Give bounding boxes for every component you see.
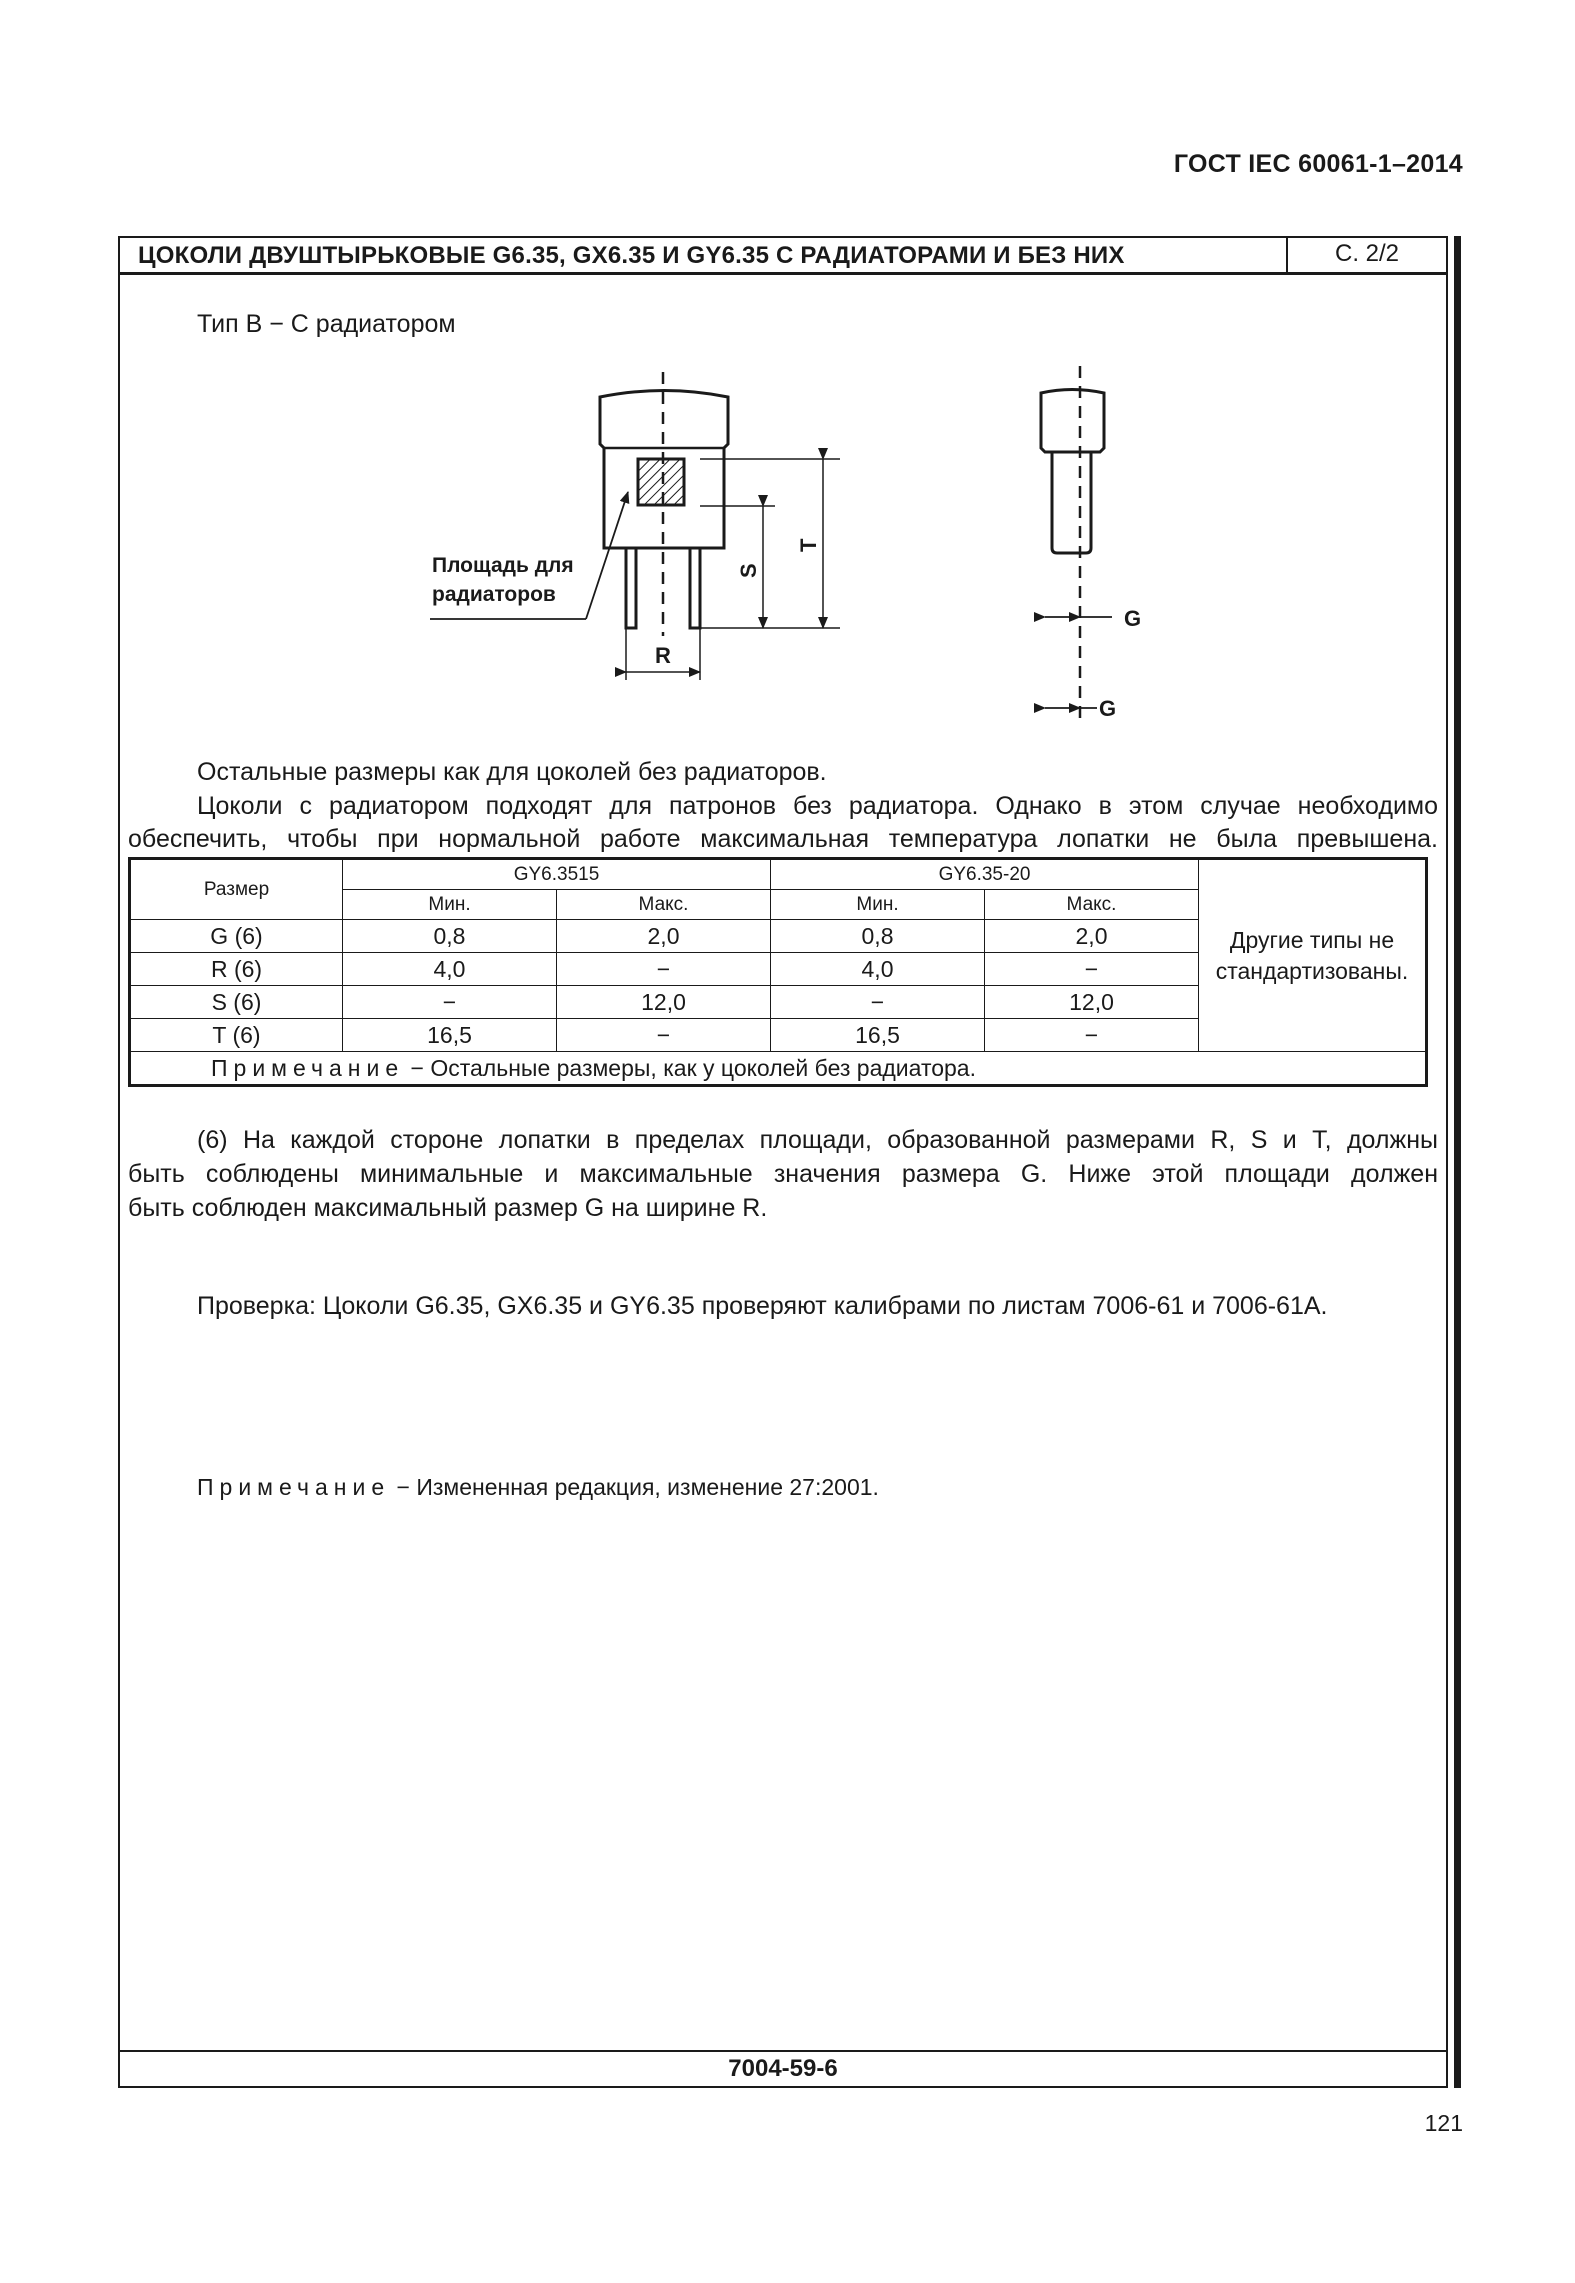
paragraph-compatibility-line1: Цоколи с радиатором подходят для патронов без радиатора. Однако в этом случае необходимо <box>197 792 1438 820</box>
page-number: 121 <box>1424 2110 1463 2136</box>
table-header-min: Мин. <box>343 890 557 920</box>
dim-T-label: T <box>796 538 821 552</box>
paragraph-other-dimensions: Остальные размеры как для цоколей без радиаторов. <box>197 758 827 786</box>
cell-value: 16,5 <box>343 1019 557 1052</box>
cell-value: − <box>985 953 1199 986</box>
standard-code: ГОСТ IEC 60061-1–2014 <box>1173 150 1463 178</box>
row-name: R (6) <box>130 953 343 986</box>
other-types-line2: стандартизованы. <box>1215 957 1409 984</box>
dim-G-label-1: G <box>1124 606 1142 631</box>
table-header-max: Макс. <box>985 890 1199 920</box>
dim-G-label-2: G <box>1099 696 1117 721</box>
table-other-types-cell <box>1199 859 1427 1052</box>
cell-value: − <box>557 1019 771 1052</box>
type-label: Тип В − С радиатором <box>197 310 456 338</box>
side-view <box>1041 366 1112 718</box>
cell-value: − <box>343 986 557 1019</box>
dim-R-label: R <box>655 643 671 668</box>
area-label-line2: радиаторов <box>432 583 556 606</box>
row-name: T (6) <box>130 1019 343 1052</box>
table-note-text: − Остальные размеры, как у цоколей без радиатора. <box>404 1055 976 1081</box>
cell-value: 16,5 <box>771 1019 985 1052</box>
sheet-title: ЦОКОЛИ ДВУШТЫРЬКОВЫЕ G6.35, GX6.35 И GY6.35 С РАДИАТОРАМИ И БЕЗ НИХ <box>138 242 1125 269</box>
amendment-note-text: − Измененная редакция, изменение 27:2001. <box>390 1474 879 1500</box>
cell-value: − <box>985 1019 1199 1052</box>
cap-drawing <box>0 0 1575 760</box>
table-header-min: Мин. <box>771 890 985 920</box>
sheet-page-indicator: С. 2/2 <box>1286 238 1446 272</box>
table-header-size: Размер <box>130 859 343 920</box>
table-header-group1: GY6.3515 <box>343 859 771 890</box>
amendment-note-word: Примечание <box>197 1474 391 1500</box>
area-label-line1: Площадь для <box>432 554 574 577</box>
paragraph-compatibility-line2: обеспечить, чтобы при нормальной работе максимальная температура лопатки не была превышена. <box>128 825 1438 853</box>
dim-S-label: S <box>736 563 761 578</box>
table-header-group2: GY6.35-20 <box>771 859 1199 890</box>
footnote-line3: быть соблюден максимальный размер G на ширине R. <box>128 1194 768 1222</box>
row-name: G (6) <box>130 920 343 953</box>
cell-value: 0,8 <box>343 920 557 953</box>
cell-value: 4,0 <box>771 953 985 986</box>
cell-value: 12,0 <box>557 986 771 1019</box>
sheet-code: 7004-59-6 <box>120 2050 1446 2086</box>
amendment-note <box>197 1470 879 1504</box>
table-header-max: Макс. <box>557 890 771 920</box>
row-name: S (6) <box>130 986 343 1019</box>
check-paragraph: Проверка: Цоколи G6.35, GX6.35 и GY6.35 проверяют калибрами по листам 7006-61 и 7006-61А. <box>197 1292 1328 1320</box>
cell-value: 12,0 <box>985 986 1199 1019</box>
table-note <box>130 1052 1427 1086</box>
footnote-line2: быть соблюдены минимальные и максимальные значения размера G. Ниже этой площади должен <box>128 1160 1438 1188</box>
cell-value: − <box>771 986 985 1019</box>
other-types-line1: Другие типы не <box>1229 926 1395 953</box>
dimensions-table <box>128 857 1428 1087</box>
cell-value: − <box>557 953 771 986</box>
cell-value: 2,0 <box>985 920 1199 953</box>
cell-value: 4,0 <box>343 953 557 986</box>
front-view <box>430 372 840 680</box>
cell-value: 0,8 <box>771 920 985 953</box>
footnote-line1: (6) На каждой стороне лопатки в пределах площади, образованной размерами R, S и T, должны <box>197 1126 1438 1154</box>
cell-value: 2,0 <box>557 920 771 953</box>
table-note-word: Примечание <box>211 1055 405 1081</box>
